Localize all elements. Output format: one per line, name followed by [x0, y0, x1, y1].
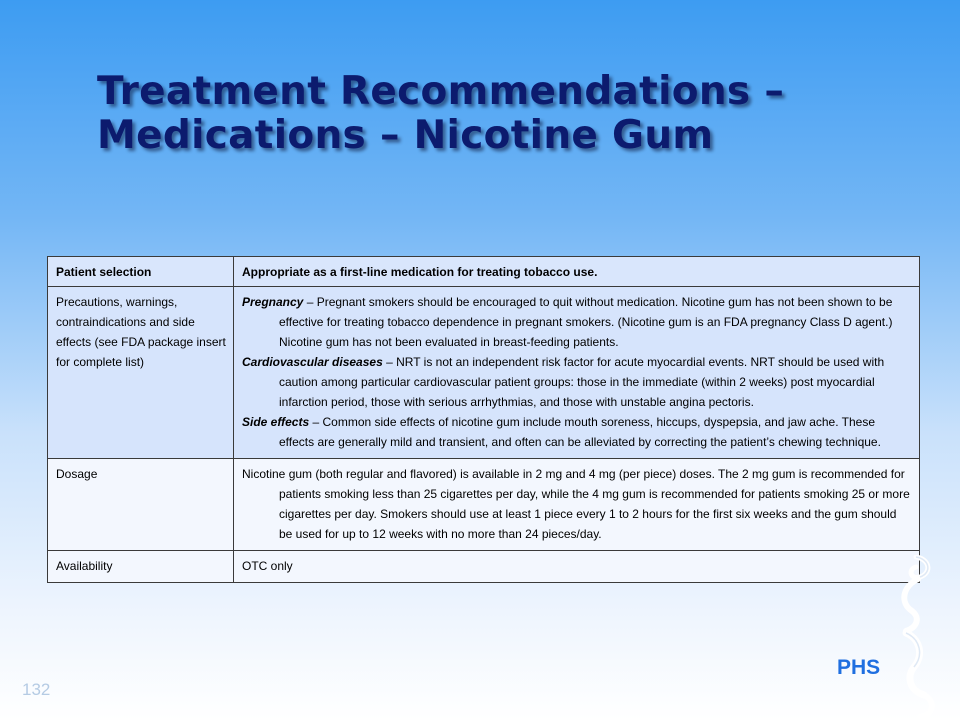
- term-pregnancy: Pregnancy: [242, 295, 304, 309]
- row-label: Precautions, warnings, contraindications and side effects (see FDA package insert for complete list): [48, 287, 234, 459]
- slide-title-line-2: Medications – Nicotine Gum: [97, 113, 714, 158]
- table-row-availability: [48, 551, 920, 583]
- slide-title: [97, 70, 784, 158]
- paragraph-side-effects: [242, 412, 912, 452]
- slide-title-line-1: Treatment Recommendations –: [97, 69, 785, 114]
- term-cardiovascular: Cardiovascular diseases: [242, 355, 383, 369]
- paragraph-pregnancy: [242, 292, 912, 352]
- row-content: Appropriate as a first-line medication for treating tobacco use.: [234, 257, 920, 287]
- text-side-effects: – Common side effects of nicotine gum include mouth soreness, hiccups, dyspepsia, and jaw ache. These effects are generally mild and transient, and often can be alleviated by correcting the patient’s chewing technique.: [279, 415, 881, 449]
- table-row-precautions: [48, 287, 920, 459]
- row-content: [234, 287, 920, 459]
- row-content: [234, 459, 920, 551]
- row-content: OTC only: [234, 551, 920, 583]
- row-label: Dosage: [48, 459, 234, 551]
- text-pregnancy: – Pregnant smokers should be encouraged to quit without medication. Nicotine gum has not been shown to be effective for treating tobacco dependence in pregnant smokers. (Nicotine gum is an FDA pregnancy Class D agent.) Nicotine gum has not been evaluated in breast-feeding patients.: [279, 295, 893, 349]
- nicotine-gum-table: [47, 256, 920, 583]
- paragraph-dosage: Nicotine gum (both regular and flavored) is available in 2 mg and 4 mg (per piece) doses. The 2 mg gum is recommended for patients smoking less than 25 cigarettes per day, while the 4 mg gum is recommended for patients smoking 25 or more cigarettes per day. Smokers should use at least 1 piece every 1 to 2 hours for the first six weeks and the gum should be used for up to 12 weeks with no more than 24 pieces/day.: [242, 467, 910, 541]
- phs-logo-ornament-icon: [880, 555, 950, 720]
- table-row-dosage: [48, 459, 920, 551]
- paragraph-cardiovascular: [242, 352, 912, 412]
- row-label: Patient selection: [48, 257, 234, 287]
- row-label: Availability: [48, 551, 234, 583]
- term-side-effects: Side effects: [242, 415, 310, 429]
- text-cardiovascular: – NRT is not an independent risk factor for acute myocardial events. NRT should be used with caution among particular cardiovascular patient groups: those in the immediate (within 2 weeks) post myocardial infarction period, those with serious arrhythmias, and those with unstable angina pectoris.: [279, 355, 885, 409]
- page-number: 132: [22, 680, 51, 699]
- phs-logo-text: PHS: [837, 656, 881, 679]
- table-row-patient-selection: [48, 257, 920, 287]
